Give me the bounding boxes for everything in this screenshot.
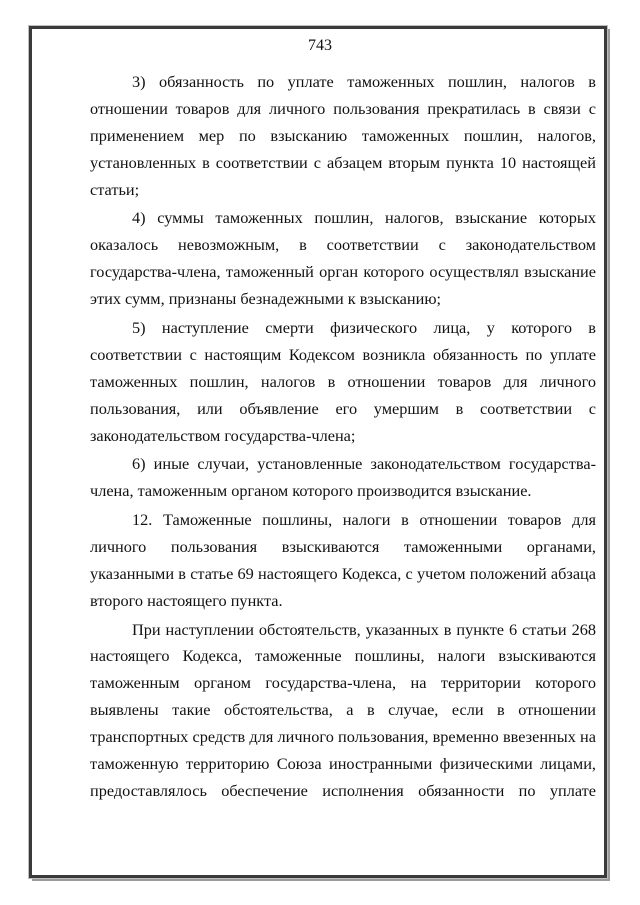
paragraph-item-3: 3) обязанность по уплате таможенных пошлин, налогов в отношении товаров для личного пользования прекратилась в связи с применением мер по взысканию таможенных пошлин, налогов, установленных в соответствии с абзацем вторым пункта 10 настоящей статьи;: [90, 72, 596, 199]
page-body: [90, 69, 596, 807]
paragraph-clause-12-second: При наступлении обстоятельств, указанных в пункте 6 статьи 268 настоящего Кодекса, таможенные пошлины, налоги взыскиваются таможенным органом государства-члена, на территории которого выявлены такие обстоятельства, а в случае, если в отношении транспортных средств для личного пользования, временно ввезенных на таможенную территорию Союза иностранными физическими лицами, предоставлялось обеспечение исполнения обязанности по уплате: [90, 619, 596, 801]
paragraph-item-4: 4) суммы таможенных пошлин, налогов, взыскание которых оказалось невозможным, в соответствии с законодательством государства-члена, таможенный орган которого осуществлял взыскание этих сумм, признаны безнадежными к взысканию;: [90, 208, 596, 309]
page-number: 743: [308, 37, 332, 54]
paragraph-clause-12: 12. Таможенные пошлины, налоги в отношении товаров для личного пользования взыскиваются таможенными органами, указанными в статье 69 настоящего Кодекса, с учетом положений абзаца второго настоящего пункта.: [90, 510, 596, 610]
paragraph-item-5: 5) наступление смерти физического лица, у которого в соответствии с настоящим Кодексом возникла обязанность по уплате таможенных пошлин, налогов в отношении товаров для личного пользования, или объявление его умершим в соответствии с законодательством государства-члена;: [90, 317, 596, 445]
paragraph-item-6: 6) иные случаи, установленные законодательством государства-члена, таможенным органом которого производится взыскание.: [90, 454, 596, 501]
